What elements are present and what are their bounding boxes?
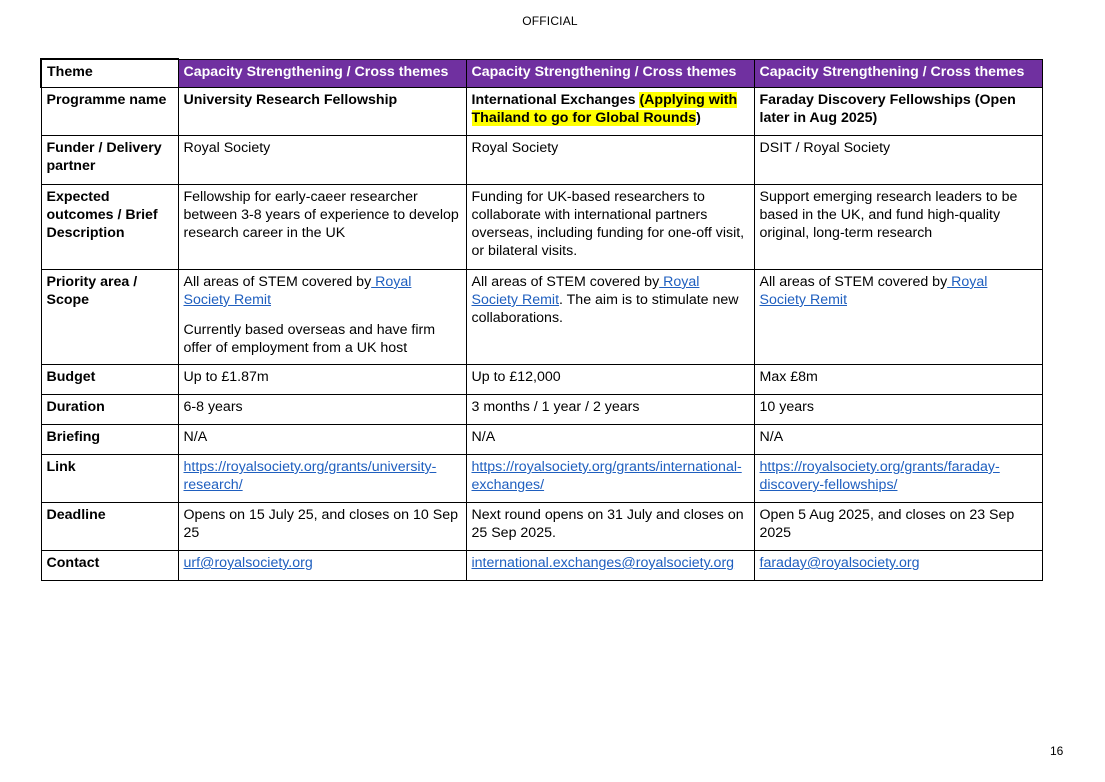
programme-suffix: ) (696, 110, 701, 126)
contact-email-link[interactable]: international.exchanges@royalsociety.org (471, 555, 735, 571)
outcomes-label: Expected outcomes / Brief Description (41, 185, 178, 270)
contact-email-link[interactable]: faraday@royalsociety.org (759, 555, 920, 571)
duration-cell: 6-8 years (178, 395, 466, 425)
funder-label: Funder / Delivery partner (41, 136, 178, 185)
link-cell (466, 455, 754, 503)
programme-name-cell (754, 88, 1042, 136)
budget-cell: Up to £12,000 (466, 365, 754, 395)
priority-text: All areas of STEM covered by (759, 274, 948, 290)
duration-row (41, 395, 1042, 425)
duration-label: Duration (41, 395, 178, 425)
budget-label: Budget (41, 365, 178, 395)
funder-cell: Royal Society (178, 136, 466, 185)
budget-cell: Up to £1.87m (178, 365, 466, 395)
programme-name: University Research Fellowship (183, 92, 398, 108)
programme-name: Faraday Discovery Fellowships (Open later in Aug 2025) (759, 92, 1016, 126)
outcomes-cell: Support emerging research leaders to be based in the UK, and fund high-quality original, long-term research (754, 185, 1042, 270)
programme-row (41, 88, 1042, 136)
royal-society-remit-link[interactable]: Royal Society Remit (759, 274, 988, 308)
contact-label: Contact (41, 551, 178, 581)
funder-cell: Royal Society (466, 136, 754, 185)
deadline-label: Deadline (41, 503, 178, 551)
outcomes-row (41, 185, 1042, 270)
programme-url-link[interactable]: https://royalsociety.org/grants/faraday-discovery-fellowships/ (759, 459, 1000, 493)
theme-cell: Capacity Strengthening / Cross themes (178, 59, 466, 88)
deadline-cell: Next round opens on 31 July and closes on 25 Sep 2025. (466, 503, 754, 551)
briefing-cell: N/A (178, 425, 466, 455)
priority-row (41, 270, 1042, 365)
budget-cell: Max £8m (754, 365, 1042, 395)
programme-label: Programme name (41, 88, 178, 136)
priority-text: All areas of STEM covered by (183, 274, 372, 290)
link-cell (754, 455, 1042, 503)
briefing-cell: N/A (466, 425, 754, 455)
briefing-label: Briefing (41, 425, 178, 455)
briefing-row (41, 425, 1042, 455)
theme-row (41, 59, 1042, 88)
priority-extra: Currently based overseas and have firm offer of employment from a UK host (183, 322, 436, 356)
duration-cell: 10 years (754, 395, 1042, 425)
funder-cell: DSIT / Royal Society (754, 136, 1042, 185)
link-row (41, 455, 1042, 503)
theme-label: Theme (41, 59, 178, 88)
royal-society-remit-link[interactable]: Royal Society Remit (183, 274, 412, 308)
classification-label: OFFICIAL (522, 14, 578, 28)
contact-cell (466, 551, 754, 581)
programme-highlight: (Applying with Thailand to go for Global Rounds (471, 92, 738, 126)
royal-society-remit-link[interactable]: Royal Society Remit (471, 274, 700, 308)
programme-url-link[interactable]: https://royalsociety.org/grants/international-exchanges/ (471, 459, 742, 493)
contact-email-link[interactable]: urf@royalsociety.org (183, 555, 313, 571)
programme-name-cell (178, 88, 466, 136)
programme-url-link[interactable]: https://royalsociety.org/grants/university-research/ (183, 459, 437, 493)
priority-cell (466, 270, 754, 365)
programme-name: International Exchanges (471, 92, 640, 108)
priority-text: All areas of STEM covered by (471, 274, 660, 290)
contact-cell (178, 551, 466, 581)
deadline-cell: Open 5 Aug 2025, and closes on 23 Sep 2025 (754, 503, 1042, 551)
priority-cell (178, 270, 466, 365)
priority-cell (754, 270, 1042, 365)
deadline-row (41, 503, 1042, 551)
outcomes-cell: Fellowship for early-caeer researcher between 3-8 years of experience to develop research career in the UK (178, 185, 466, 270)
duration-cell: 3 months / 1 year / 2 years (466, 395, 754, 425)
link-cell (178, 455, 466, 503)
link-label: Link (41, 455, 178, 503)
outcomes-cell: Funding for UK-based researchers to collaborate with international partners overseas, including funding for one-off visit, or bilateral visits. (466, 185, 754, 270)
theme-cell: Capacity Strengthening / Cross themes (466, 59, 754, 88)
budget-row (41, 365, 1042, 395)
funding-table (40, 58, 1043, 581)
deadline-cell: Opens on 15 July 25, and closes on 10 Sep 25 (178, 503, 466, 551)
contact-cell (754, 551, 1042, 581)
page-number: 16 (1050, 744, 1064, 758)
contact-row (41, 551, 1042, 581)
priority-label: Priority area / Scope (41, 270, 178, 365)
theme-cell: Capacity Strengthening / Cross themes (754, 59, 1042, 88)
priority-suffix: . The aim is to stimulate new collaborations. (471, 292, 739, 326)
briefing-cell: N/A (754, 425, 1042, 455)
funder-row (41, 136, 1042, 185)
programme-name-cell (466, 88, 754, 136)
